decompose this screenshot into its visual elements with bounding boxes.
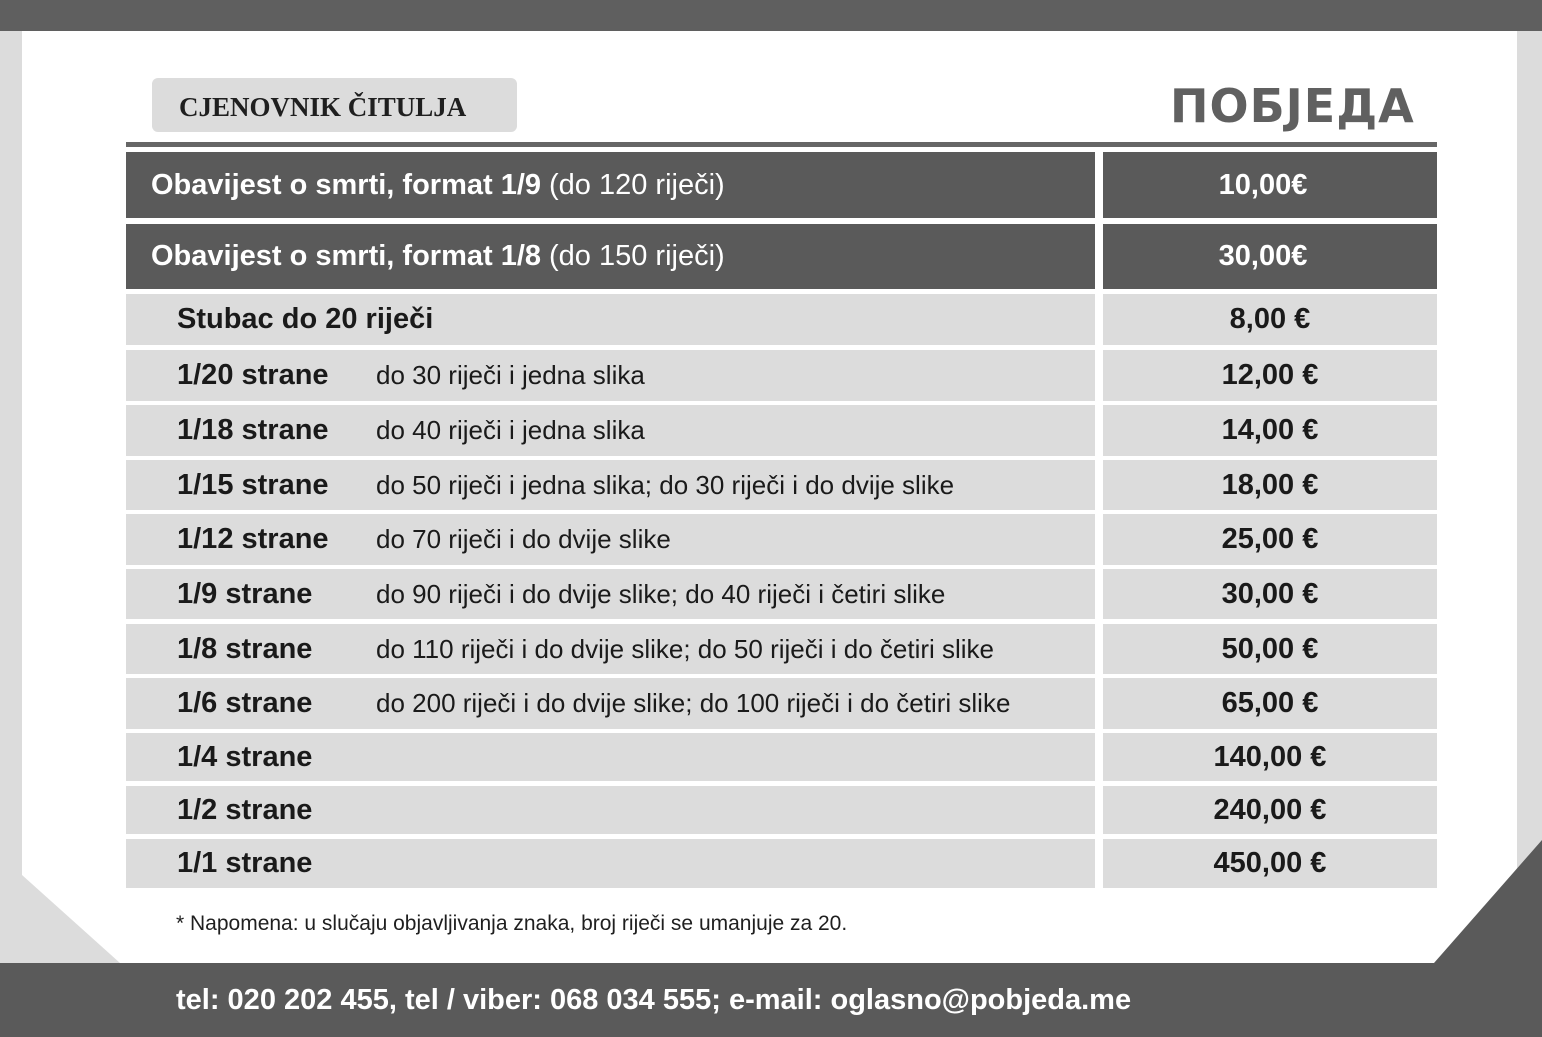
price-cell: 12,00 €: [1103, 350, 1437, 401]
featured-label: [126, 152, 1095, 218]
header-divider: [126, 142, 1437, 147]
featured-row: [126, 224, 1437, 289]
contact-bar: [0, 963, 1542, 1037]
size-label: 1/20 strane: [177, 359, 329, 391]
price-cell: 25,00 €: [1103, 514, 1437, 565]
featured-title: Obavijest o smrti, format 1/8: [151, 240, 542, 272]
table-row: [126, 624, 1437, 674]
size-cell: [126, 678, 1095, 729]
size-cell: [126, 839, 1095, 888]
price-cell: 65,00 €: [1103, 678, 1437, 729]
featured-row: [126, 152, 1437, 218]
price-cell: 14,00 €: [1103, 405, 1437, 456]
size-cell: [126, 514, 1095, 565]
contact-info: tel: 020 202 455, tel / viber: 068 034 555; e-mail: oglasno@pobjeda.me: [176, 984, 1132, 1016]
table-row: [126, 569, 1437, 619]
table-row: [126, 405, 1437, 456]
size-cell: [126, 350, 1095, 401]
price-cell: 30,00 €: [1103, 569, 1437, 619]
price-cell: 140,00 €: [1103, 733, 1437, 781]
size-cell: [126, 786, 1095, 834]
size-cell: [126, 624, 1095, 674]
page-title: CJENOVNIK ČITULJA: [152, 78, 517, 132]
price-cell: 18,00 €: [1103, 460, 1437, 510]
featured-limit: (do 120 riječi): [549, 168, 725, 201]
size-label: 1/4 strane: [177, 740, 313, 773]
size-label: Stubac do 20 riječi: [177, 303, 434, 335]
size-description: do 200 riječi i do dvije slike; do 100 riječi i do četiri slike: [376, 688, 1011, 718]
size-description: do 70 riječi i do dvije slike: [376, 524, 671, 554]
featured-limit: (do 150 riječi): [549, 240, 725, 272]
size-cell: [126, 405, 1095, 456]
size-description: do 50 riječi i jedna slika; do 30 riječi i do dvije slike: [376, 469, 955, 500]
size-cell: [126, 460, 1095, 510]
footnote: * Napomena: u slučaju objavljivanja znaka, broj riječi se umanjuje za 20.: [176, 912, 848, 935]
price-table: [126, 152, 1437, 888]
table-row: [126, 786, 1437, 834]
price-cell: 50,00 €: [1103, 624, 1437, 674]
table-row: [126, 350, 1437, 401]
price-cell: 8,00 €: [1103, 294, 1437, 345]
size-cell: [126, 733, 1095, 781]
price-cell: 240,00 €: [1103, 786, 1437, 834]
featured-price: 30,00€: [1103, 224, 1437, 289]
table-row: [126, 678, 1437, 729]
table-row: [126, 733, 1437, 781]
size-cell: [126, 294, 1095, 345]
size-description: do 40 riječi i jedna slika: [376, 415, 645, 445]
size-label: 1/9 strane: [177, 577, 313, 610]
size-label: 1/8 strane: [177, 632, 313, 665]
size-description: do 90 riječi i do dvije slike; do 40 riječi i četiri slike: [376, 578, 946, 609]
table-row: [126, 460, 1437, 510]
table-row: [126, 839, 1437, 888]
table-row: [126, 294, 1437, 345]
price-cell: 450,00 €: [1103, 839, 1437, 888]
size-label: 1/6 strane: [177, 687, 313, 719]
size-description: do 110 riječi i do dvije slike; do 50 riječi i do četiri slike: [376, 633, 995, 664]
table-row: [126, 514, 1437, 565]
featured-title: Obavijest o smrti, format 1/9: [151, 168, 542, 201]
size-label: 1/1 strane: [177, 847, 313, 879]
size-label: 1/18 strane: [177, 414, 329, 446]
size-label: 1/15 strane: [177, 468, 329, 501]
size-label: 1/2 strane: [177, 793, 313, 826]
pobjeda-logo: ПОБЈЕДА: [1170, 79, 1415, 133]
size-description: do 30 riječi i jedna slika: [376, 360, 645, 390]
featured-price: 10,00€: [1103, 152, 1437, 218]
featured-label: [126, 224, 1095, 289]
size-label: 1/12 strane: [177, 523, 329, 555]
size-cell: [126, 569, 1095, 619]
